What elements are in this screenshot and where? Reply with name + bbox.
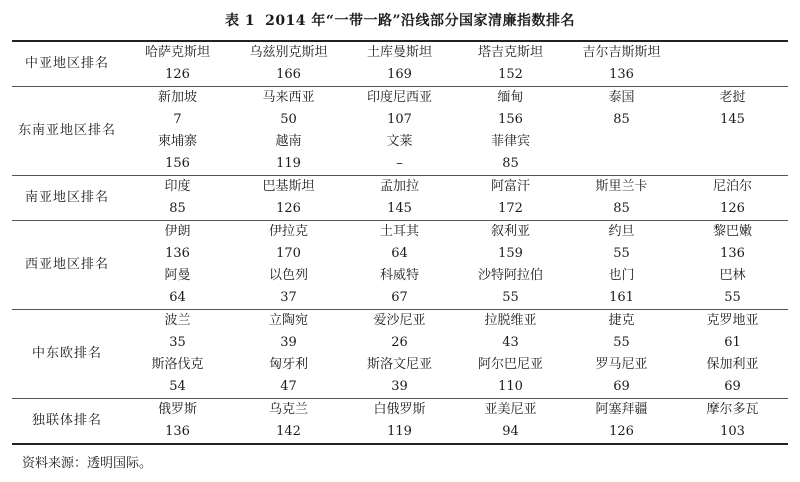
country-name-cell: 斯洛伐克 bbox=[151, 357, 204, 372]
rank-value-cell: 170 bbox=[276, 246, 301, 261]
country-name-row bbox=[12, 310, 788, 333]
country-name-cell: 斯里兰卡 bbox=[595, 179, 648, 194]
country-name-cell: 也门 bbox=[608, 268, 635, 283]
country-name-cell: 阿尔巴尼亚 bbox=[477, 357, 543, 372]
rank-value-cell: 55 bbox=[455, 287, 566, 310]
rank-value-row bbox=[12, 287, 788, 310]
country-name-cell: 土库曼斯坦 bbox=[366, 45, 432, 60]
country-name-cell: 尼泊尔 bbox=[712, 179, 752, 194]
country-name-cell: 波兰 bbox=[164, 313, 191, 328]
rank-value-cell bbox=[677, 153, 788, 176]
rank-value-cell: 35 bbox=[169, 335, 186, 350]
ranking-table-body bbox=[12, 41, 788, 444]
country-name-cell: 巴基斯坦 bbox=[262, 179, 315, 194]
rank-value-cell: 126 bbox=[233, 198, 344, 221]
country-name-cell: 吉尔吉斯斯坦 bbox=[582, 45, 661, 60]
rank-value-cell: 47 bbox=[233, 376, 344, 399]
ranking-table bbox=[12, 40, 788, 445]
country-name-cell: 塔吉克斯坦 bbox=[477, 45, 543, 60]
country-name-cell: 阿塞拜疆 bbox=[595, 402, 648, 417]
country-name-cell: 伊朗 bbox=[164, 224, 191, 239]
table-title bbox=[0, 10, 800, 30]
rank-value-cell: 161 bbox=[566, 287, 677, 310]
country-name-cell: 沙特阿拉伯 bbox=[477, 268, 543, 283]
country-name-row bbox=[12, 87, 788, 110]
rank-value-cell: 61 bbox=[724, 335, 741, 350]
rank-value-cell: 156 bbox=[498, 112, 523, 127]
country-name-cell: 约旦 bbox=[608, 224, 635, 239]
country-name-cell bbox=[677, 131, 788, 153]
rank-value-cell: 136 bbox=[165, 424, 190, 439]
country-name-cell: 老挝 bbox=[719, 90, 746, 105]
country-name-cell: 白俄罗斯 bbox=[373, 402, 426, 417]
country-name-cell: 立陶宛 bbox=[268, 313, 308, 328]
country-name-cell: 匈牙利 bbox=[268, 357, 308, 372]
country-name-cell: 爱沙尼亚 bbox=[373, 313, 426, 328]
country-name-row bbox=[12, 131, 788, 153]
country-name-cell: 捷克 bbox=[608, 313, 635, 328]
country-name-cell: 泰国 bbox=[608, 90, 635, 105]
region-label: 西亚地区排名 bbox=[12, 221, 122, 310]
country-name-cell: 马来西亚 bbox=[262, 90, 315, 105]
rank-value-cell: – bbox=[344, 153, 455, 176]
rank-value-cell: 50 bbox=[280, 112, 297, 127]
rank-value-cell: 103 bbox=[720, 424, 745, 439]
region-label: 东南亚地区排名 bbox=[12, 87, 122, 176]
country-name-cell: 哈萨克斯坦 bbox=[144, 45, 210, 60]
rank-value-cell bbox=[566, 153, 677, 176]
country-name-cell: 阿富汗 bbox=[490, 179, 530, 194]
rank-value-cell: 85 bbox=[455, 153, 566, 176]
region-label: 中东欧排名 bbox=[12, 310, 122, 399]
country-name-row bbox=[12, 221, 788, 244]
country-name-cell: 印度尼西亚 bbox=[366, 90, 432, 105]
rank-value-cell: 156 bbox=[122, 153, 233, 176]
rank-value-cell: 119 bbox=[233, 153, 344, 176]
rank-value-cell: 142 bbox=[276, 424, 301, 439]
rank-value-cell: 136 bbox=[720, 246, 745, 261]
rank-value-cell: 39 bbox=[344, 376, 455, 399]
rank-value-cell: 69 bbox=[566, 376, 677, 399]
rank-value-cell: 110 bbox=[455, 376, 566, 399]
country-name-cell: 印度 bbox=[164, 179, 191, 194]
rank-value-cell: 43 bbox=[502, 335, 519, 350]
country-name-cell: 克罗地亚 bbox=[706, 313, 759, 328]
country-name-cell: 土耳其 bbox=[379, 224, 419, 239]
country-name-cell: 菲律宾 bbox=[490, 134, 530, 149]
rank-value-cell: 55 bbox=[613, 246, 630, 261]
table-number: 表 1 bbox=[224, 13, 256, 29]
rank-value-cell: 152 bbox=[455, 64, 566, 87]
rank-value-cell: 67 bbox=[344, 287, 455, 310]
rank-value-cell: 69 bbox=[677, 376, 788, 399]
rank-value-cell: 55 bbox=[677, 287, 788, 310]
country-name-cell bbox=[566, 131, 677, 153]
country-name-row bbox=[12, 399, 788, 422]
rank-value-cell: 145 bbox=[720, 112, 745, 127]
source-note: 资料来源：透明国际。 bbox=[22, 456, 153, 471]
region-label: 独联体排名 bbox=[31, 413, 102, 428]
country-name-cell: 乌兹别克斯坦 bbox=[249, 45, 328, 60]
rank-value-row bbox=[12, 153, 788, 176]
country-name-cell: 拉脱维亚 bbox=[484, 313, 537, 328]
rank-value-row bbox=[12, 332, 788, 354]
country-name-cell: 孟加拉 bbox=[379, 179, 419, 194]
rank-value-row bbox=[12, 109, 788, 131]
country-name-cell: 文莱 bbox=[386, 134, 413, 149]
rank-value-cell: 107 bbox=[387, 112, 412, 127]
rank-value-cell: 126 bbox=[677, 198, 788, 221]
country-name-cell: 罗马尼亚 bbox=[595, 357, 648, 372]
rank-value-cell: 145 bbox=[344, 198, 455, 221]
country-name-row bbox=[12, 41, 788, 64]
rank-value-cell: 85 bbox=[566, 198, 677, 221]
rank-value-cell: 64 bbox=[122, 287, 233, 310]
rank-value-cell bbox=[677, 64, 788, 87]
country-name-cell: 缅甸 bbox=[497, 90, 524, 105]
rank-value-cell: 85 bbox=[122, 198, 233, 221]
country-name-row bbox=[12, 176, 788, 199]
country-name-cell: 摩尔多瓦 bbox=[706, 402, 759, 417]
country-name-cell: 乌克兰 bbox=[268, 402, 308, 417]
country-name-cell bbox=[677, 41, 788, 64]
rank-value-cell: 126 bbox=[122, 64, 233, 87]
rank-value-row bbox=[12, 198, 788, 221]
country-name-row bbox=[12, 265, 788, 287]
rank-value-row bbox=[12, 243, 788, 265]
country-name-cell: 黎巴嫩 bbox=[712, 224, 752, 239]
rank-value-cell: 26 bbox=[391, 335, 408, 350]
country-name-cell: 柬埔寨 bbox=[157, 134, 197, 149]
country-name-cell: 巴林 bbox=[719, 268, 746, 283]
rank-value-cell: 169 bbox=[344, 64, 455, 87]
country-name-cell: 科威特 bbox=[379, 268, 419, 283]
rank-value-cell: 39 bbox=[280, 335, 297, 350]
rank-value-cell: 166 bbox=[233, 64, 344, 87]
country-name-cell: 保加利亚 bbox=[706, 357, 759, 372]
rank-value-cell: 37 bbox=[233, 287, 344, 310]
country-name-cell: 亚美尼亚 bbox=[484, 402, 537, 417]
country-name-row bbox=[12, 354, 788, 376]
country-name-cell: 叙利亚 bbox=[490, 224, 530, 239]
country-name-cell: 伊拉克 bbox=[268, 224, 308, 239]
rank-value-cell: 85 bbox=[613, 112, 630, 127]
rank-value-cell: 136 bbox=[165, 246, 190, 261]
rank-value-cell: 136 bbox=[566, 64, 677, 87]
rank-value-cell: 94 bbox=[502, 424, 519, 439]
region-label: 南亚地区排名 bbox=[12, 176, 122, 221]
rank-value-row bbox=[12, 64, 788, 87]
rank-value-cell: 7 bbox=[173, 112, 182, 127]
region-label: 中亚地区排名 bbox=[12, 41, 122, 87]
country-name-cell: 越南 bbox=[275, 134, 302, 149]
country-name-cell: 俄罗斯 bbox=[157, 402, 197, 417]
rank-value-row bbox=[12, 421, 788, 444]
rank-value-cell: 64 bbox=[391, 246, 408, 261]
rank-value-cell: 126 bbox=[609, 424, 634, 439]
country-name-cell: 新加坡 bbox=[157, 90, 197, 105]
rank-value-cell: 159 bbox=[498, 246, 523, 261]
table-caption: 2014 年“一带一路”沿线部分国家清廉指数排名 bbox=[265, 13, 576, 29]
rank-value-cell: 119 bbox=[387, 424, 412, 439]
rank-value-cell: 54 bbox=[122, 376, 233, 399]
country-name-cell: 斯洛文尼亚 bbox=[366, 357, 432, 372]
country-name-cell: 以色列 bbox=[268, 268, 308, 283]
country-name-cell: 阿曼 bbox=[164, 268, 191, 283]
rank-value-row bbox=[12, 376, 788, 399]
rank-value-cell: 55 bbox=[613, 335, 630, 350]
rank-value-cell: 172 bbox=[455, 198, 566, 221]
